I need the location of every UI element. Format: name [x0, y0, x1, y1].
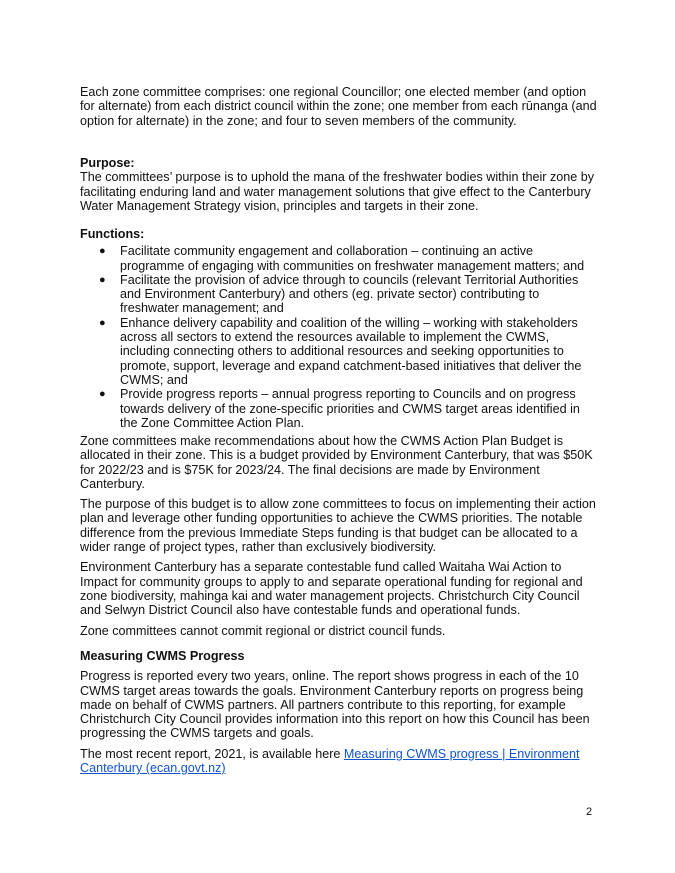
measuring-heading: Measuring CWMS Progress [80, 649, 245, 663]
list-item: ● Facilitate community engagement and collaboration – continuing an active programme of engaging with communities on freshwater management matters; and [99, 244, 585, 273]
budget-paragraph-4: Zone committees cannot commit regional or district council funds. [80, 623, 446, 638]
budget-paragraph-2: The purpose of this budget is to allow zone committees to focus on implementing their action plan and leverage other funding opportunities to achieve the CWMS priorities. The notable difference from the previous Immediate Steps funding is that budget can be allocated to a wider range of project types, rather than exclusively biodiversity. [80, 497, 596, 555]
bullet-icon: ● [99, 316, 106, 329]
functions-heading: Functions: [80, 227, 145, 241]
list-item: ● Provide progress reports – annual progress reporting to Councils and on progress towards delivery of the zone-specific priorities and CWMS target areas identified in the Zone Committee Action Plan. [99, 387, 580, 430]
bullet-icon: ● [99, 273, 106, 286]
functions-section [80, 227, 600, 430]
list-item: ● Enhance delivery capability and coalition of the willing – working with stakeholders across all sectors to extend the resources available to implement the CWMS, including connecting others to additional resources and seeking opportunities to promote, support, leverage and expand catchment-based initiatives that deliver the CWMS; and [99, 315, 582, 387]
purpose-heading: Purpose: [80, 156, 135, 170]
measuring-paragraph-2: The most recent report, 2021, is available here Measuring CWMS progress | Environment Canterbury (ecan.govt.nz) [80, 746, 580, 776]
purpose-text: The committees’ purpose is to uphold the mana of the freshwater bodies within their zone by facilitating enduring land and water management solutions that give effect to the Canterbury Water Management Strategy vision, principles and targets in their zone. [80, 170, 595, 213]
measuring-paragraph-1: Progress is reported every two years, online. The report shows progress in each of the 10 CWMS target areas towards the goals. Environment Canterbury reports on progress being made on behalf of CWMS partners. All partners contribute to this reporting, for example Christchurch City Council provides information into this report on how this Council has been progressing the CWMS targets and goals. [80, 669, 590, 741]
ecan-report-link[interactable]: Measuring CWMS progress | Environment Canterbury (ecan.govt.nz) [80, 746, 580, 776]
page-number: 2 [586, 806, 593, 818]
budget-paragraph-3: Environment Canterbury has a separate contestable fund called Waitaha Wai Action to Impact for community groups to apply to and separate operational funding for regional and zone biodiversity, mahinga kai and water management projects. Christchurch City Council and Selwyn District Council also have contestable funds and operational funds. [80, 560, 583, 618]
measuring-section [80, 649, 600, 775]
budget-paragraph-1: Zone committees make recommendations about how the CWMS Action Plan Budget is allocated in their zone. This is a budget provided by Environment Canterbury, that was $50K for 2022/23 and is $75K for 2023/24. The final decisions are made by Environment Canterbury. [80, 434, 593, 491]
budget-section [80, 434, 600, 638]
bullet-icon: ● [99, 245, 106, 258]
functions-list [80, 244, 600, 430]
bullet-icon: ● [99, 388, 106, 401]
purpose-section [80, 156, 600, 213]
list-item: ● Facilitate the provision of advice through to councils (relevant Territorial Authorities and Environment Canterbury) and others (eg. private sector) contributing to freshwater management; and [99, 272, 579, 316]
intro-section [80, 85, 600, 128]
zone-committee-composition: Each zone committee comprises: one regional Councillor; one elected member (and option for alternate) from each district council within the zone; one member from each rūnanga (and option for alternate) in the zone; and four to seven members of the community. [80, 85, 597, 128]
